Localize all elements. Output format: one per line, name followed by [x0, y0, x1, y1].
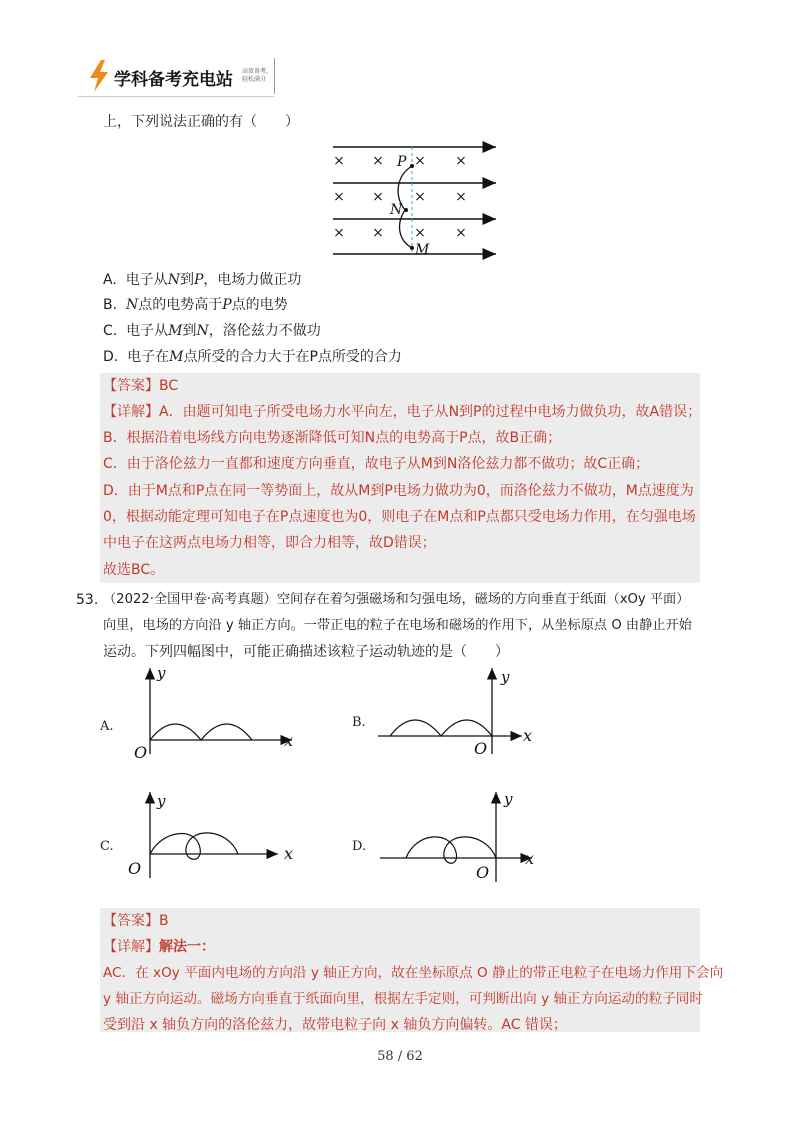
svg-text:x: x — [525, 849, 535, 868]
svg-text:M: M — [415, 242, 430, 258]
q52-option-b: B. N点的电势高于P点的电势 — [103, 297, 288, 313]
svg-text:x: x — [284, 844, 294, 863]
svg-text:O: O — [476, 863, 490, 882]
svg-text:×: × — [372, 189, 384, 205]
svg-text:×: × — [414, 225, 426, 241]
svg-text:C.: C. — [100, 839, 114, 854]
svg-text:y: y — [157, 664, 166, 682]
svg-text:O: O — [134, 743, 148, 762]
svg-text:×: × — [455, 189, 467, 205]
svg-text:x: x — [284, 731, 294, 750]
q52-option-d: D. 电子在M点所受的合力大于在P点所受的合力 — [103, 349, 402, 365]
logo-text: 学科备考充电站 — [114, 70, 233, 90]
q52-detail-line-2: B．根据沿着电场线方向电势逐渐降低可知N点的电势高于P点，故B正确； — [103, 430, 562, 446]
svg-text:y: y — [501, 668, 510, 686]
svg-text:O: O — [474, 739, 488, 758]
svg-text:×: × — [455, 225, 467, 241]
svg-text:P: P — [397, 154, 407, 170]
q53-stem-line-3: 运动。下列四幅图中，可能正确描述该粒子运动轨迹的是（ ） — [103, 644, 509, 660]
svg-text:×: × — [455, 153, 467, 169]
q52-detail-line-3: C．由于洛伦兹力一直都和速度方向垂直，故电子从M到N洛伦兹力都不做功；故C正确； — [103, 456, 650, 472]
svg-text:D.: D. — [352, 839, 367, 854]
svg-text:x: x — [523, 726, 533, 745]
q53-graph-d — [350, 788, 550, 888]
svg-text:×: × — [414, 189, 426, 205]
q52-stem-tail: 上，下列说法正确的有（ ） — [103, 114, 299, 130]
q52-detail-line-4: D．由于M点和P点在同一等势面上，故从M到P电场力做功为0，而洛伦兹力不做功，M点速度为 — [103, 483, 694, 499]
q53-detail-line-2: y 轴正方向运动。磁场方向垂直于纸面向里，根据左手定则，可判断出向 y 轴正方向运动的粒子同时 — [103, 991, 703, 1007]
q52-field-figure — [328, 136, 508, 264]
q53-detail-line-3: 受到沿 x 轴负方向的洛伦兹力，故带电粒子向 x 轴负方向偏转。AC 错误； — [103, 1017, 567, 1033]
q52-detail-line-7: 故选BC。 — [103, 562, 165, 578]
svg-text:y: y — [157, 792, 166, 810]
q53-detail-heading: 【详解】解法一： — [103, 939, 215, 955]
svg-text:×: × — [414, 153, 426, 169]
q53-graph-a — [100, 664, 320, 764]
lightning-bolt-icon — [88, 60, 110, 92]
q53-stem-line-1: （2022·全国甲卷·高考真题）空间存在着匀强磁场和匀强电场，磁场的方向垂直于纸面（xOy 平面） — [103, 592, 690, 607]
svg-text:×: × — [372, 225, 384, 241]
svg-text:B.: B. — [352, 715, 366, 730]
logo-slogan: 高效备考， 轻松满分 — [242, 68, 273, 83]
svg-text:A.: A. — [100, 719, 114, 734]
q52-detail-line-5: 0，根据动能定理可知电子在P点速度也为0，则电子在M点和P点都只受电场力作用，在匀强电场 — [103, 509, 696, 525]
logo-divider — [274, 58, 275, 94]
q52-option-c: C. 电子从M到N，洛伦兹力不做功 — [103, 323, 321, 339]
q52-detail-line-1: 【详解】A．由题可知电子所受电场力水平向左，电子从N到P的过程中电场力做负功，故A错误； — [103, 404, 702, 420]
q53-answer: 【答案】B — [103, 913, 169, 929]
svg-text:N: N — [390, 202, 403, 218]
page-number: 58 / 62 — [377, 1049, 423, 1064]
q53-detail-line-1: AC．在 xOy 平面内电场的方向沿 y 轴正方向，故在坐标原点 O 静止的带正电粒子在电场力作用下会向 — [103, 965, 724, 981]
svg-text:×: × — [333, 189, 345, 205]
svg-text:O: O — [128, 859, 142, 878]
q52-detail-line-6: 中电子在这两点电场力相等，即合力相等，故D错误； — [103, 535, 436, 551]
q52-answer: 【答案】BC — [103, 378, 179, 394]
svg-text:×: × — [372, 153, 384, 169]
svg-text:×: × — [333, 225, 345, 241]
q53-stem-line-2: 向里，电场的方向沿 y 轴正方向。一带正电的粒子在电场和磁场的作用下，从坐标原点 O 由静止开始 — [103, 618, 692, 633]
q53-number: 53. — [76, 592, 99, 608]
svg-text:y: y — [504, 790, 513, 808]
q53-graph-c — [100, 788, 320, 888]
q53-graph-b — [350, 664, 550, 764]
header-logo — [88, 58, 278, 94]
svg-text:×: × — [333, 153, 345, 169]
q52-option-a: A. 电子从N到P，电场力做正功 — [103, 272, 302, 288]
header-rule — [78, 96, 274, 97]
